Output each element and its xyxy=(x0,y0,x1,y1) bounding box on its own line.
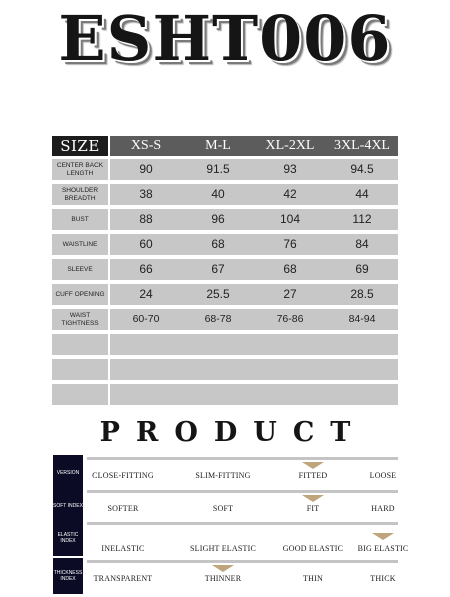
measurement-value: 27 xyxy=(283,287,297,301)
measurement-value xyxy=(182,359,254,380)
measurement-value: 112 xyxy=(352,212,372,226)
attribute-option: SOFTER xyxy=(107,504,139,513)
measurement-value xyxy=(182,334,254,355)
attribute-option: BIG ELASTIC xyxy=(357,544,409,553)
measurement-value xyxy=(110,334,182,355)
size-chart-row xyxy=(52,334,398,355)
measurement-value: 84 xyxy=(355,237,369,251)
size-columns-header xyxy=(110,136,398,156)
size-chart-row xyxy=(52,384,398,405)
product-section-title: PRODUCT xyxy=(99,417,367,448)
measurement-label xyxy=(52,359,108,380)
measurement-value: 40 xyxy=(211,187,225,201)
attribute-option: THICK xyxy=(370,574,396,583)
measurement-value: 42 xyxy=(283,187,297,201)
size-column-header: M-L xyxy=(205,138,231,153)
measurement-value: 76-86 xyxy=(276,313,304,325)
measurement-value xyxy=(326,384,398,405)
measurement-label: WAIST TIGHTNESS xyxy=(52,309,108,330)
attribute-option: GOOD ELASTIC xyxy=(282,544,344,553)
size-chart-row xyxy=(52,184,398,205)
size-chart-row xyxy=(52,284,398,305)
measurement-value: 84-94 xyxy=(348,313,376,325)
attribute-label: ELASTIC INDEX xyxy=(53,520,83,556)
measurement-value: 44 xyxy=(355,187,369,201)
measurement-value: 67 xyxy=(211,262,225,276)
measurement-value xyxy=(110,384,182,405)
size-chart-row xyxy=(52,259,398,280)
measurement-value: 25.5 xyxy=(206,287,230,301)
size-chart-row xyxy=(52,234,398,255)
measurement-label: BUST xyxy=(52,209,108,230)
scale-line xyxy=(87,490,398,493)
attribute-option: FITTED xyxy=(298,471,328,480)
scale-line xyxy=(87,522,398,525)
measurement-value: 24 xyxy=(139,287,153,301)
measurement-value: 38 xyxy=(139,187,153,201)
measurement-label: CENTER BACK LENGTH xyxy=(52,159,108,180)
measurement-value: 104 xyxy=(279,212,301,226)
selected-marker-icon xyxy=(372,533,394,540)
size-chart-table xyxy=(52,136,398,405)
measurement-value: 66 xyxy=(139,262,153,276)
measurement-value: 60 xyxy=(139,237,153,251)
measurement-label xyxy=(52,334,108,355)
attribute-option: THIN xyxy=(303,574,323,583)
selected-marker-icon xyxy=(212,565,234,572)
attribute-option: SLIM-FITTING xyxy=(195,471,251,480)
product-code-title: ESHT006 xyxy=(58,2,392,75)
attribute-label: VERSION xyxy=(53,455,83,491)
measurement-value: 96 xyxy=(211,212,225,226)
measurement-value xyxy=(254,334,326,355)
scale-line xyxy=(87,457,398,460)
measurement-value: 94.5 xyxy=(350,162,374,176)
product-attribute-row xyxy=(53,558,398,594)
attribute-option: LOOSE xyxy=(369,471,397,480)
product-attribute-row xyxy=(53,520,409,556)
measurement-value xyxy=(326,334,398,355)
measurement-label: SHOULDER BREADTH xyxy=(52,184,108,205)
attribute-label: SOFT INDEX xyxy=(53,488,83,524)
measurement-value: 60-70 xyxy=(132,313,160,325)
measurement-value xyxy=(326,359,398,380)
attribute-option: SOFT xyxy=(212,504,234,513)
size-chart-body xyxy=(52,159,398,405)
attribute-option: SLIGHT ELASTIC xyxy=(190,544,256,553)
attribute-option: INELASTIC xyxy=(101,544,145,553)
measurement-value xyxy=(182,384,254,405)
measurement-label: CUFF OPENING xyxy=(52,284,108,305)
measurement-value: 90 xyxy=(139,162,153,176)
measurement-value: 88 xyxy=(139,212,153,226)
measurement-value: 93 xyxy=(283,162,297,176)
size-chart-header xyxy=(52,136,398,156)
measurement-label: WAISTLINE xyxy=(52,234,108,255)
attribute-option: CLOSE-FITTING xyxy=(92,471,154,480)
measurement-label: SLEEVE xyxy=(52,259,108,280)
size-column-header: XS-S xyxy=(130,138,162,153)
size-column-header: 3XL-4XL xyxy=(334,138,390,153)
selected-marker-icon xyxy=(302,462,324,469)
measurement-label xyxy=(52,384,108,405)
measurement-value: 68 xyxy=(211,237,225,251)
scale-line xyxy=(87,560,398,563)
size-chart-row xyxy=(52,209,398,230)
selected-marker-icon xyxy=(302,495,324,502)
size-chart-row xyxy=(52,359,398,380)
product-attribute-row xyxy=(53,488,398,524)
measurement-value: 68-78 xyxy=(204,313,232,325)
measurement-value xyxy=(110,359,182,380)
measurement-value: 68 xyxy=(283,262,297,276)
attribute-label: THICKNESS INDEX xyxy=(53,558,83,594)
measurement-value: 28.5 xyxy=(350,287,374,301)
size-chart-row xyxy=(52,309,398,330)
measurement-value: 91.5 xyxy=(206,162,230,176)
attribute-option: TRANSPARENT xyxy=(93,574,153,583)
attribute-option: HARD xyxy=(371,504,395,513)
measurement-value: 76 xyxy=(283,237,297,251)
size-header-label: SIZE xyxy=(52,136,108,156)
attribute-option: FIT xyxy=(306,504,320,513)
size-chart-row xyxy=(52,159,398,180)
product-attribute-row xyxy=(53,455,398,491)
measurement-value xyxy=(254,359,326,380)
measurement-value xyxy=(254,384,326,405)
attribute-option: THINNER xyxy=(204,574,242,583)
measurement-value: 69 xyxy=(355,262,369,276)
size-column-header: XL-2XL xyxy=(265,138,315,153)
